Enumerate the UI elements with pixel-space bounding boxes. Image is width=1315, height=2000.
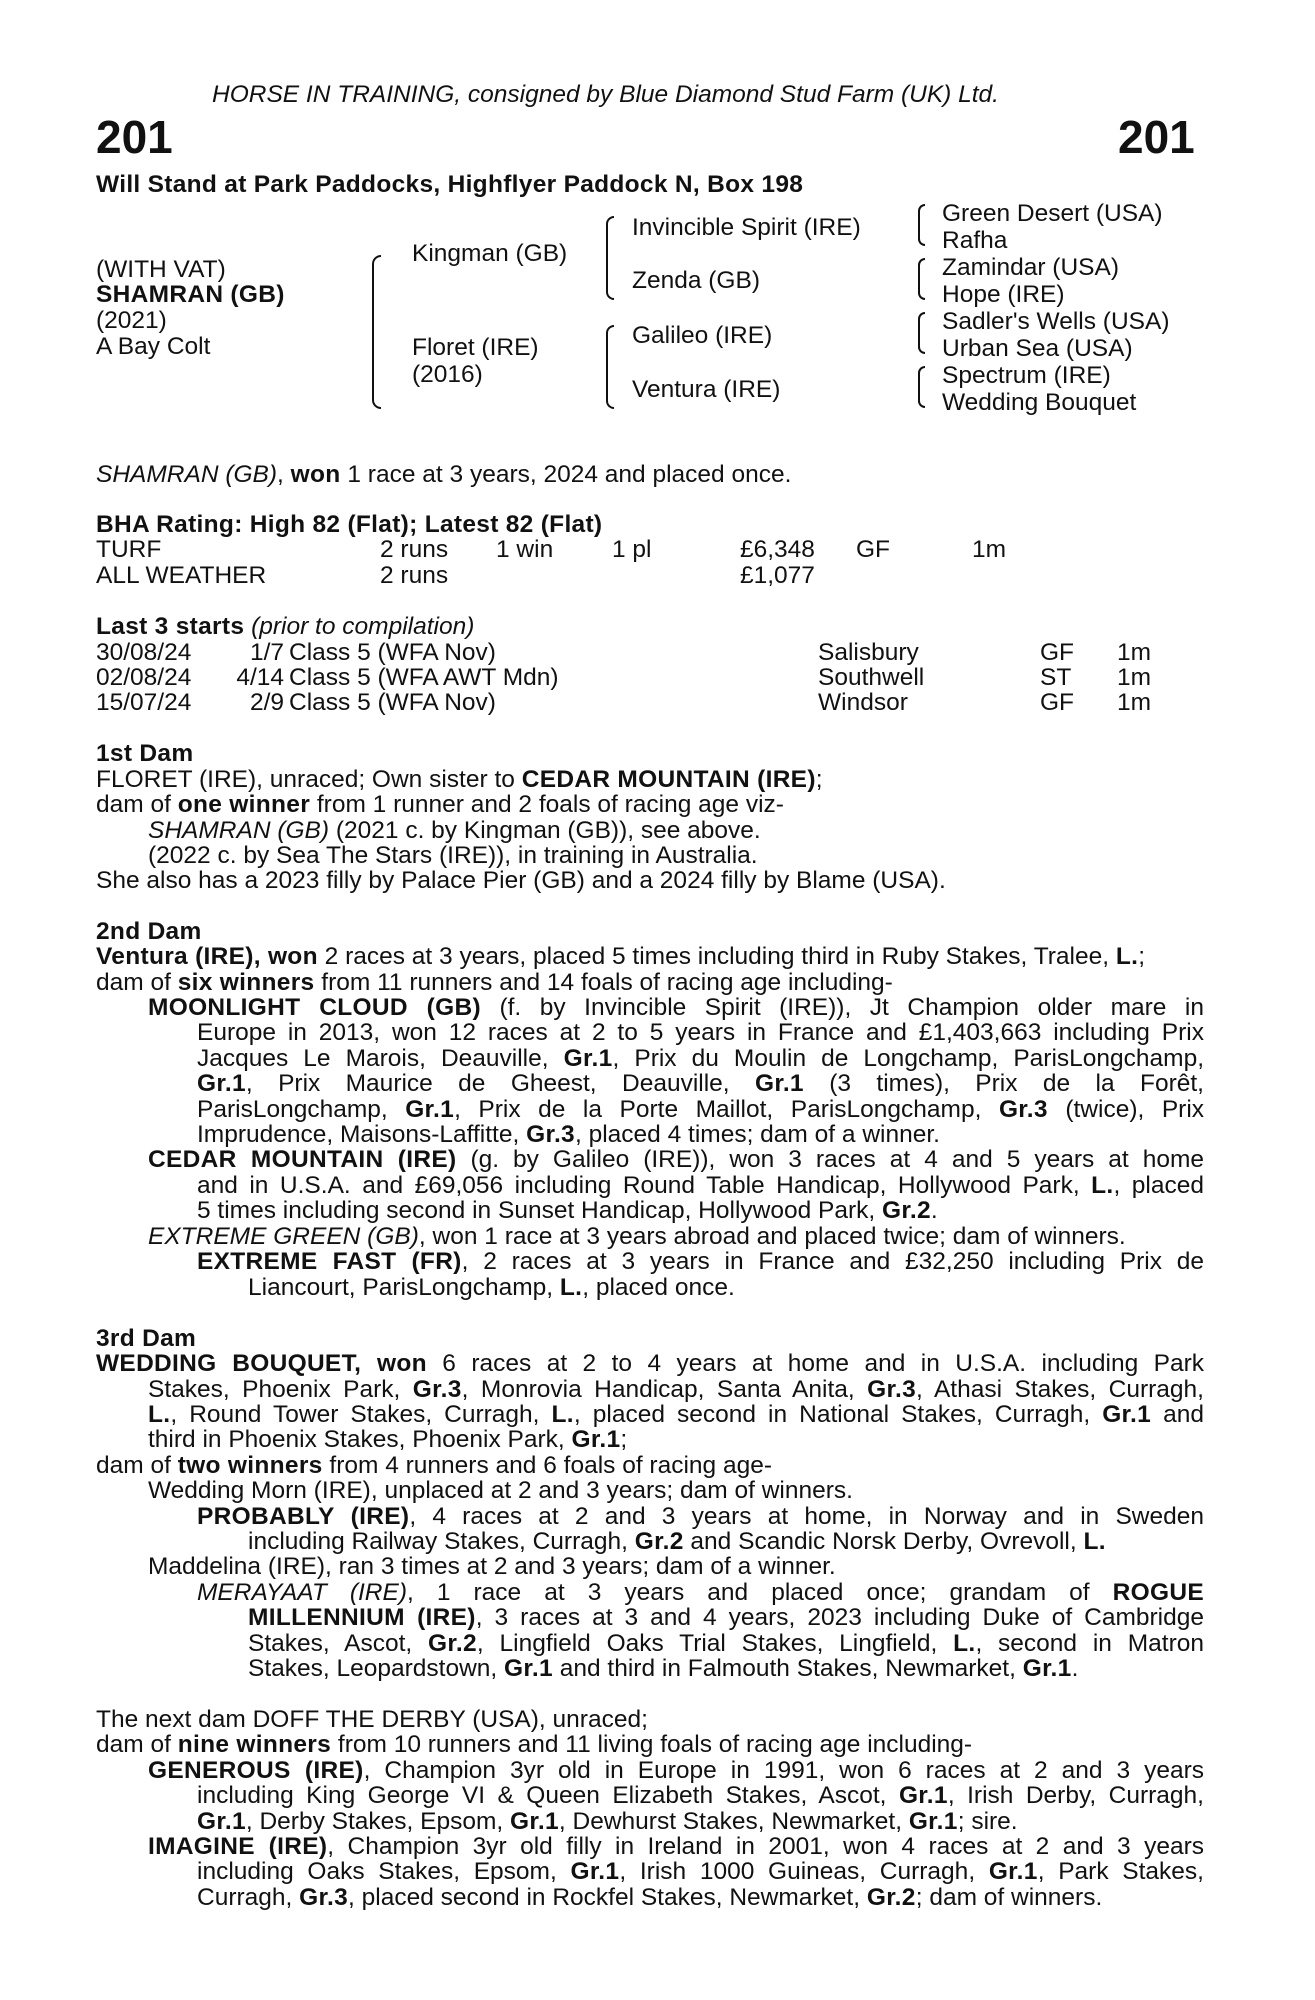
dam-dam: Ventura (IRE)	[632, 376, 781, 403]
start-going: GF	[1040, 639, 1075, 666]
start-date: 15/07/24	[96, 689, 192, 716]
gg-7: Spectrum (IRE)	[942, 362, 1111, 389]
brace-g2	[918, 258, 925, 300]
start-race: Class 5 (WFA AWT Mdn)	[289, 664, 559, 691]
start-date: 30/08/24	[96, 639, 192, 666]
sire-sire: Invincible Spirit (IRE)	[632, 214, 861, 241]
third-dam-line: Maddelina (IRE), ran 3 times at 2 and 3 years; dam of a winner.	[148, 1553, 836, 1580]
start-going: ST	[1040, 664, 1072, 691]
start-position: 4/14	[236, 664, 284, 691]
first-dam-line: She also has a 2023 filly by Palace Pier (GB) and a 2024 filly by Blame (USA).	[96, 867, 946, 894]
first-dam-line: dam of one winner from 1 runner and 2 foals of racing age viz-	[96, 791, 784, 818]
first-dam-line: FLORET (IRE), unraced; Own sister to CEDAR MOUNTAIN (IRE);	[96, 766, 823, 793]
rating-distance: 1m	[972, 536, 1007, 563]
third-dam-line: Wedding Morn (IRE), unplaced at 2 and 3 years; dam of winners.	[148, 1477, 853, 1504]
start-race: Class 5 (WFA Nov)	[289, 689, 496, 716]
second-dam-line: Jacques Le Marois, Deauville, Gr.1, Prix du Moulin de Longchamp, ParisLongchamp,	[197, 1045, 1204, 1072]
gg-8: Wedding Bouquet	[942, 389, 1137, 416]
start-position: 1/7	[249, 639, 284, 666]
location-line: Will Stand at Park Paddocks, Highflyer Paddock N, Box 198	[96, 171, 804, 198]
second-dam-heading: 2nd Dam	[96, 918, 202, 945]
next-dam-line: including King George VI & Queen Elizabeth Stakes, Ascot, Gr.1, Irish Derby, Curragh,	[197, 1782, 1204, 1809]
vat-note: (WITH VAT)	[96, 256, 226, 283]
third-dam-line: L., Round Tower Stakes, Curragh, L., placed second in National Stakes, Curragh, Gr.1 and	[148, 1401, 1204, 1428]
last-starts-heading: Last 3 starts (prior to compilation)	[96, 613, 475, 640]
rating-earnings: £1,077	[740, 562, 815, 589]
start-date: 02/08/24	[96, 664, 192, 691]
rating-surface: ALL WEATHER	[96, 562, 267, 589]
brace-g1	[918, 204, 925, 246]
gg-3: Zamindar (USA)	[942, 254, 1119, 281]
race-summary: SHAMRAN (GB), won 1 race at 3 years, 2024 and placed once.	[96, 461, 792, 488]
third-dam-heading: 3rd Dam	[96, 1325, 197, 1352]
start-race: Class 5 (WFA Nov)	[289, 639, 496, 666]
horse-name: SHAMRAN (GB)	[96, 281, 285, 308]
second-dam-line: EXTREME GREEN (GB), won 1 race at 3 years abroad and placed twice; dam of winners.	[148, 1223, 1126, 1250]
brace-g4	[918, 366, 925, 408]
second-dam-line: EXTREME FAST (FR), 2 races at 3 years in France and £32,250 including Prix de	[197, 1248, 1204, 1275]
second-dam-line: Liancourt, ParisLongchamp, L., placed once.	[248, 1274, 735, 1301]
rating-runs: 2 runs	[380, 536, 449, 563]
rating-going: GF	[856, 536, 891, 563]
rating-placed: 1 pl	[612, 536, 652, 563]
third-dam-line: Stakes, Phoenix Park, Gr.3, Monrovia Handicap, Santa Anita, Gr.3, Athasi Stakes, Curragh,	[148, 1376, 1204, 1403]
first-dam-line: SHAMRAN (GB) (2021 c. by Kingman (GB)), see above.	[148, 817, 761, 844]
next-dam-line: Gr.1, Derby Stakes, Epsom, Gr.1, Dewhurst Stakes, Newmarket, Gr.1; sire.	[197, 1808, 1018, 1835]
rating-surface: TURF	[96, 536, 162, 563]
second-dam-line: 5 times including second in Sunset Handicap, Hollywood Park, Gr.2.	[197, 1197, 938, 1224]
rating-wins: 1 win	[496, 536, 554, 563]
second-dam-line: dam of six winners from 11 runners and 14 foals of racing age including-	[96, 969, 893, 996]
start-going: GF	[1040, 689, 1075, 716]
dam-year: (2016)	[412, 361, 483, 388]
second-dam-line: Europe in 2013, won 12 races at 2 to 5 years in France and £1,403,663 including Prix	[197, 1019, 1204, 1046]
start-distance: 1m	[1117, 639, 1152, 666]
third-dam-line: PROBABLY (IRE), 4 races at 2 and 3 years at home, in Norway and in Sweden	[197, 1503, 1204, 1530]
start-course: Salisbury	[818, 639, 919, 666]
lot-number-right: 201	[1118, 111, 1195, 163]
start-distance: 1m	[1117, 664, 1152, 691]
gg-4: Hope (IRE)	[942, 281, 1065, 308]
dam-sire: Galileo (IRE)	[632, 322, 773, 349]
horse-description: A Bay Colt	[96, 333, 211, 360]
second-dam-line: and in U.S.A. and £69,056 including Round Table Handicap, Hollywood Park, L., placed	[197, 1172, 1204, 1199]
gg-5: Sadler's Wells (USA)	[942, 308, 1170, 335]
second-dam-line: CEDAR MOUNTAIN (IRE) (g. by Galileo (IRE)), won 3 races at 4 and 5 years at home	[148, 1146, 1204, 1173]
brace-g3	[918, 312, 925, 354]
sire: Kingman (GB)	[412, 240, 568, 267]
second-dam-line: Gr.1, Prix Maurice de Gheest, Deauville, Gr.1 (3 times), Prix de la Forêt,	[197, 1070, 1204, 1097]
dam: Floret (IRE)	[412, 334, 539, 361]
second-dam-line: MOONLIGHT CLOUD (GB) (f. by Invincible Spirit (IRE)), Jt Champion older mare in	[148, 994, 1204, 1021]
third-dam-line: WEDDING BOUQUET, won 6 races at 2 to 4 years at home and in U.S.A. including Park	[96, 1350, 1204, 1377]
start-course: Windsor	[818, 689, 908, 716]
third-dam-line: Stakes, Leopardstown, Gr.1 and third in Falmouth Stakes, Newmarket, Gr.1.	[248, 1655, 1079, 1682]
third-dam-line: including Railway Stakes, Curragh, Gr.2 and Scandic Norsk Derby, Ovrevoll, L.	[248, 1528, 1106, 1555]
sire-dam: Zenda (GB)	[632, 267, 760, 294]
third-dam-line: MILLENNIUM (IRE), 3 races at 3 and 4 years, 2023 including Duke of Cambridge	[248, 1604, 1204, 1631]
rating-runs: 2 runs	[380, 562, 449, 589]
next-dam-line: including Oaks Stakes, Epsom, Gr.1, Irish 1000 Guineas, Curragh, Gr.1, Park Stakes,	[197, 1858, 1204, 1885]
consignment-line: HORSE IN TRAINING, consigned by Blue Diamond Stud Farm (UK) Ltd.	[212, 81, 999, 108]
next-dam-line: GENEROUS (IRE), Champion 3yr old in Europe in 1991, won 6 races at 2 and 3 years	[148, 1757, 1205, 1784]
brace-parents	[372, 255, 381, 409]
next-dam-line: dam of nine winners from 10 runners and 11 living foals of racing age including-	[96, 1731, 973, 1758]
brace-dam	[606, 325, 614, 409]
third-dam-line: dam of two winners from 4 runners and 6 foals of racing age-	[96, 1452, 773, 1479]
second-dam-line: Imprudence, Maisons-Laffitte, Gr.3, placed 4 times; dam of a winner.	[197, 1121, 940, 1148]
first-dam-line: (2022 c. by Sea The Stars (IRE)), in training in Australia.	[148, 842, 758, 869]
next-dam-line: The next dam DOFF THE DERBY (USA), unraced;	[96, 1706, 648, 1733]
first-dam-heading: 1st Dam	[96, 740, 194, 767]
next-dam-line: IMAGINE (IRE), Champion 3yr old filly in Ireland in 2001, won 4 races at 2 and 3 years	[148, 1833, 1204, 1860]
second-dam-line: Ventura (IRE), won 2 races at 3 years, placed 5 times including third in Ruby Stakes, Tralee, L.;	[96, 943, 1146, 970]
third-dam-line: MERAYAAT (IRE), 1 race at 3 years and placed once; grandam of ROGUE	[197, 1579, 1204, 1606]
start-distance: 1m	[1117, 689, 1152, 716]
gg-1: Green Desert (USA)	[942, 200, 1163, 227]
horse-year: (2021)	[96, 307, 167, 334]
brace-sire	[606, 216, 614, 300]
rating-earnings: £6,348	[740, 536, 815, 563]
gg-2: Rafha	[942, 227, 1008, 254]
third-dam-line: third in Phoenix Stakes, Phoenix Park, Gr.1;	[148, 1426, 628, 1453]
second-dam-line: ParisLongchamp, Gr.1, Prix de la Porte Maillot, ParisLongchamp, Gr.3 (twice), Prix	[197, 1096, 1205, 1123]
next-dam-line: Curragh, Gr.3, placed second in Rockfel Stakes, Newmarket, Gr.2; dam of winners.	[197, 1884, 1103, 1911]
gg-6: Urban Sea (USA)	[942, 335, 1133, 362]
start-position: 2/9	[249, 689, 284, 716]
lot-number-left: 201	[96, 111, 173, 163]
start-course: Southwell	[818, 664, 925, 691]
third-dam-line: Stakes, Ascot, Gr.2, Lingfield Oaks Trial Stakes, Lingfield, L., second in Matron	[248, 1630, 1204, 1657]
rating-heading: BHA Rating: High 82 (Flat); Latest 82 (Flat)	[96, 511, 603, 538]
